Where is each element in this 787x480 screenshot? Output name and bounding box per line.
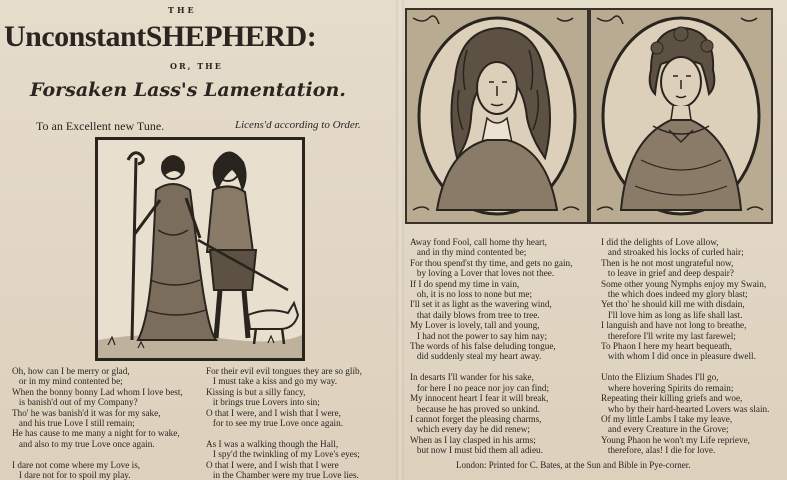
license-note: Licens'd according to Order. xyxy=(235,119,361,131)
printer-imprint: London: Printed for C. Bates, at the Sun and Bible in Pye-corner. xyxy=(456,460,691,470)
woman-portrait-image xyxy=(589,8,773,224)
tune-note: To an Excellent new Tune. xyxy=(36,119,165,133)
verse-column-4: I did the delights of Love allow, and stroaked his locks of curled hair; Then is he not most ungrateful now, to leave in grief and deep despair? Some other young Nymphs enjoy my Swain, the which does indeed my glory blast; Yet tho' he should kill me with disdain, I'll love him as long as life shall last. I languish and have not long to breathe, therefore I'll write my last farewel; To Phaon I here my heart bequeath, with whom I did once in pleasure dwell. Unto the Elizium Shades I'll go, where hovering Spirits do remain; Repeating their killing griefs and woe, who by their hard-hearted Lovers was slain. Of my little Lambs I take my leave, and every Creature in the Grove; Young Phaon he won't my Life reprieve, therefore, alas! I die for love. xyxy=(601,237,770,456)
heading-the: THE xyxy=(168,5,197,15)
man-portrait-image xyxy=(405,8,589,224)
heading-or-the: OR, THE xyxy=(170,61,223,71)
shepherd-woodcut-image xyxy=(95,137,305,361)
verse-column-2: For their evil evil tongues they are so glib, I must take a kiss and go my way. Kissing is but a silly fancy, it brings true Lovers into sin; O that I were, and I wish that I were, for to see my true Love once again. As I was a walking though the Hall, I spy'd the twinkling of my Love's eyes; O that I were, and I wish that I were in the Chamber were my true Love lies. xyxy=(206,366,362,480)
ballad-title: UnconstantSHEPHERD: xyxy=(4,20,317,53)
verse-column-1: Oh, how can I be merry or glad, or in my mind contented be; When the bonny bonny Lad whom I love best, is banish'd out of my Company? Tho' he was banish'd it was for my sake, and his true Love I still remain; He has cause to me many a night for to wake, and also to my true Love once again. I dare not come where my Love is, I dare not for to spoil my play. xyxy=(12,366,183,480)
page-fold xyxy=(396,0,404,480)
ballad-subtitle: Forsaken Lass's Lamentation. xyxy=(30,79,346,101)
verse-column-3: Away fond Fool, call home thy heart, and in thy mind contented be; For thou spend'st thy time, and gets no gain, by loving a Lover that loves not thee. If I do spend my time in vain, oh, it is no loss to none but me; I'll set it as light as the wavering wind, that daily blows from tree to tree. My Lover is lovely, tall and young, I had not the power to say him nay; The words of his false deluding tongue, did suddenly steal my heart away. In desarts I'll wander for his sake, for here I no peace nor joy can find; My innocent heart I fear it will break, because he has proved so unkind. I cannot forget the pleasing charms, which every day he did renew; When as I lay clasped in his arms; but now I must bid them all adieu. xyxy=(410,237,573,456)
